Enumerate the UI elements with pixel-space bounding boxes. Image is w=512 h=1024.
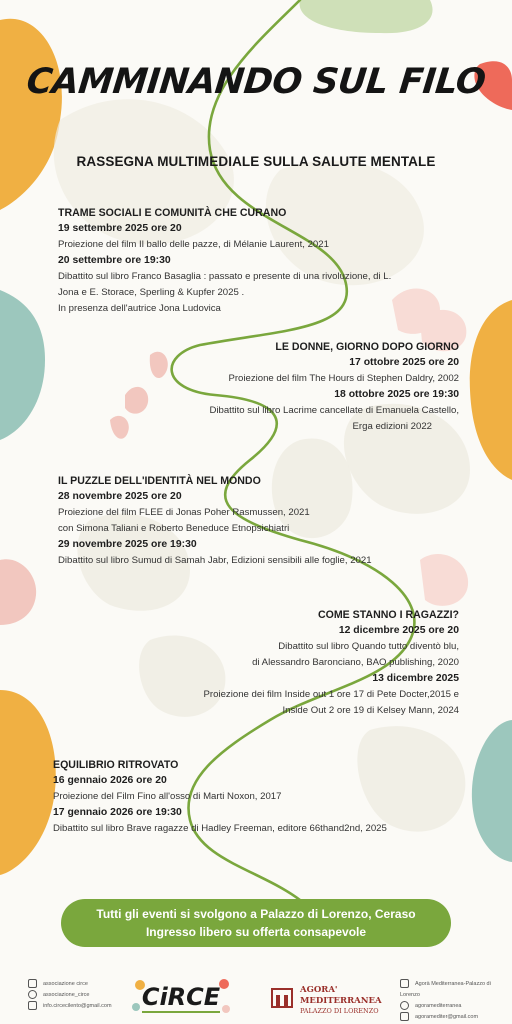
section-trame-sociali [58,205,391,317]
event-date: 28 novembre 2025 ore 20 [58,491,182,502]
event-description: Inside Out 2 ore 19 di Kelsey Mann, 2024 [282,705,459,716]
circe-logo [128,975,234,1019]
event-description: con Simona Taliani e Roberto Beneduce Etnopsichiatri [58,523,290,534]
instagram-handle: agoramediterranea [415,1003,462,1009]
section-come-stanno-ragazzi [204,607,459,719]
section-heading: TRAME SOCIALI E COMUNITÀ CHE CURANO [58,207,287,219]
agora-line2: MEDITERRANEA [300,996,382,1006]
facebook-handle: Agorà Mediterranea-Palazzo di Lorenzo [400,981,491,998]
event-description: di Alessandro Baronciano, BAO publishing, 2020 [252,657,459,668]
event-description: Dibattito sul libro Lacrime cancellate di Emanuela Castello, [209,405,459,416]
poster-title: CAMMINANDO SUL FILO [24,62,488,102]
instagram-icon [28,990,37,999]
event-description: Erga edizioni 2022 [352,421,432,432]
event-date: 20 settembre ore 19:30 [58,255,171,266]
facebook-handle: associazione circe [43,981,88,987]
event-description: Dibattito sul libro Franco Basaglia : passato e presente di una rivoluzione, di L. [58,271,392,282]
email-icon [400,1012,409,1021]
section-heading: EQUILIBRIO RITROVATO [53,759,179,771]
email-address: info.circecilento@gmail.com [43,1003,112,1009]
event-date: 13 dicembre 2025 [372,673,459,684]
agora-line1: AGORA' [300,985,338,995]
event-date: 29 novembre 2025 ore 19:30 [58,539,197,550]
event-description: Proiezione del film FLEE di Jonas Poher Rasmussen, 2021 [58,507,310,518]
event-date: 12 dicembre 2025 ore 20 [338,625,459,636]
event-date: 17 gennaio 2026 ore 19:30 [53,807,182,818]
facebook-icon [28,979,37,988]
event-date: 19 settembre 2025 ore 20 [58,223,182,234]
section-puzzle-identita [58,473,372,569]
section-equilibrio-ritrovato [53,757,387,837]
event-description: Jona e E. Storace, Sperling & Kupfer 2025 . [58,287,245,298]
section-heading: IL PUZZLE DELL'IDENTITÀ NEL MONDO [58,475,261,487]
footer [0,965,512,1024]
event-description: Dibattito sul libro Brave ragazze di Hadley Freeman, editore 66thand2nd, 2025 [53,823,387,834]
email-icon [28,1001,37,1010]
agora-logo [270,975,392,1019]
facebook-icon [400,979,409,988]
info-banner [61,899,451,947]
event-date: 16 gennaio 2026 ore 20 [53,775,167,786]
event-description: Proiezione dei film Inside out 1 ore 17 di Pete Docter,2015 e [203,689,459,700]
event-description: Proiezione del film Il ballo delle pazze, di Mélanie Laurent, 2021 [58,239,329,250]
event-description: Proiezione del Film Fino all'osso di Marti Noxon, 2017 [53,791,282,802]
agora-line3: PALAZZO DI LORENZO [300,1007,379,1015]
event-description: In presenza dell'autrice Jona Ludovica [58,303,221,314]
section-heading: LE DONNE, GIORNO DOPO GIORNO [275,341,459,353]
poster-subtitle: RASSEGNA MULTIMEDIALE SULLA SALUTE MENTALE [76,154,436,169]
section-heading: COME STANNO I RAGAZZI? [317,609,459,621]
event-date: 17 ottobre 2025 ore 20 [349,357,459,368]
event-description: Dibattito sul libro Sumud di Samah Jabr, Edizioni sensibili alle foglie, 2021 [58,555,372,566]
banner-entry: Ingresso libero su offerta consapevole [145,925,367,939]
circe-wordmark: CiRCE [141,983,221,1011]
banner-location: Tutti gli eventi si svolgono a Palazzo di Lorenzo, Ceraso [96,907,416,921]
instagram-handle: associazione_circe [43,992,90,998]
instagram-icon [400,1001,409,1010]
event-description: Dibattito sul libro Quando tutto diventò blu, [278,641,459,652]
section-le-donne [209,339,459,435]
event-date: 18 ottobre 2025 ore 19:30 [334,389,459,400]
email-address: agoramediter@gmail.com [415,1014,479,1020]
footer-contacts-circe [28,979,112,1012]
event-description: Proiezione del film The Hours di Stephen Daldry, 2002 [228,373,459,384]
footer-contacts-agora [400,979,512,1023]
